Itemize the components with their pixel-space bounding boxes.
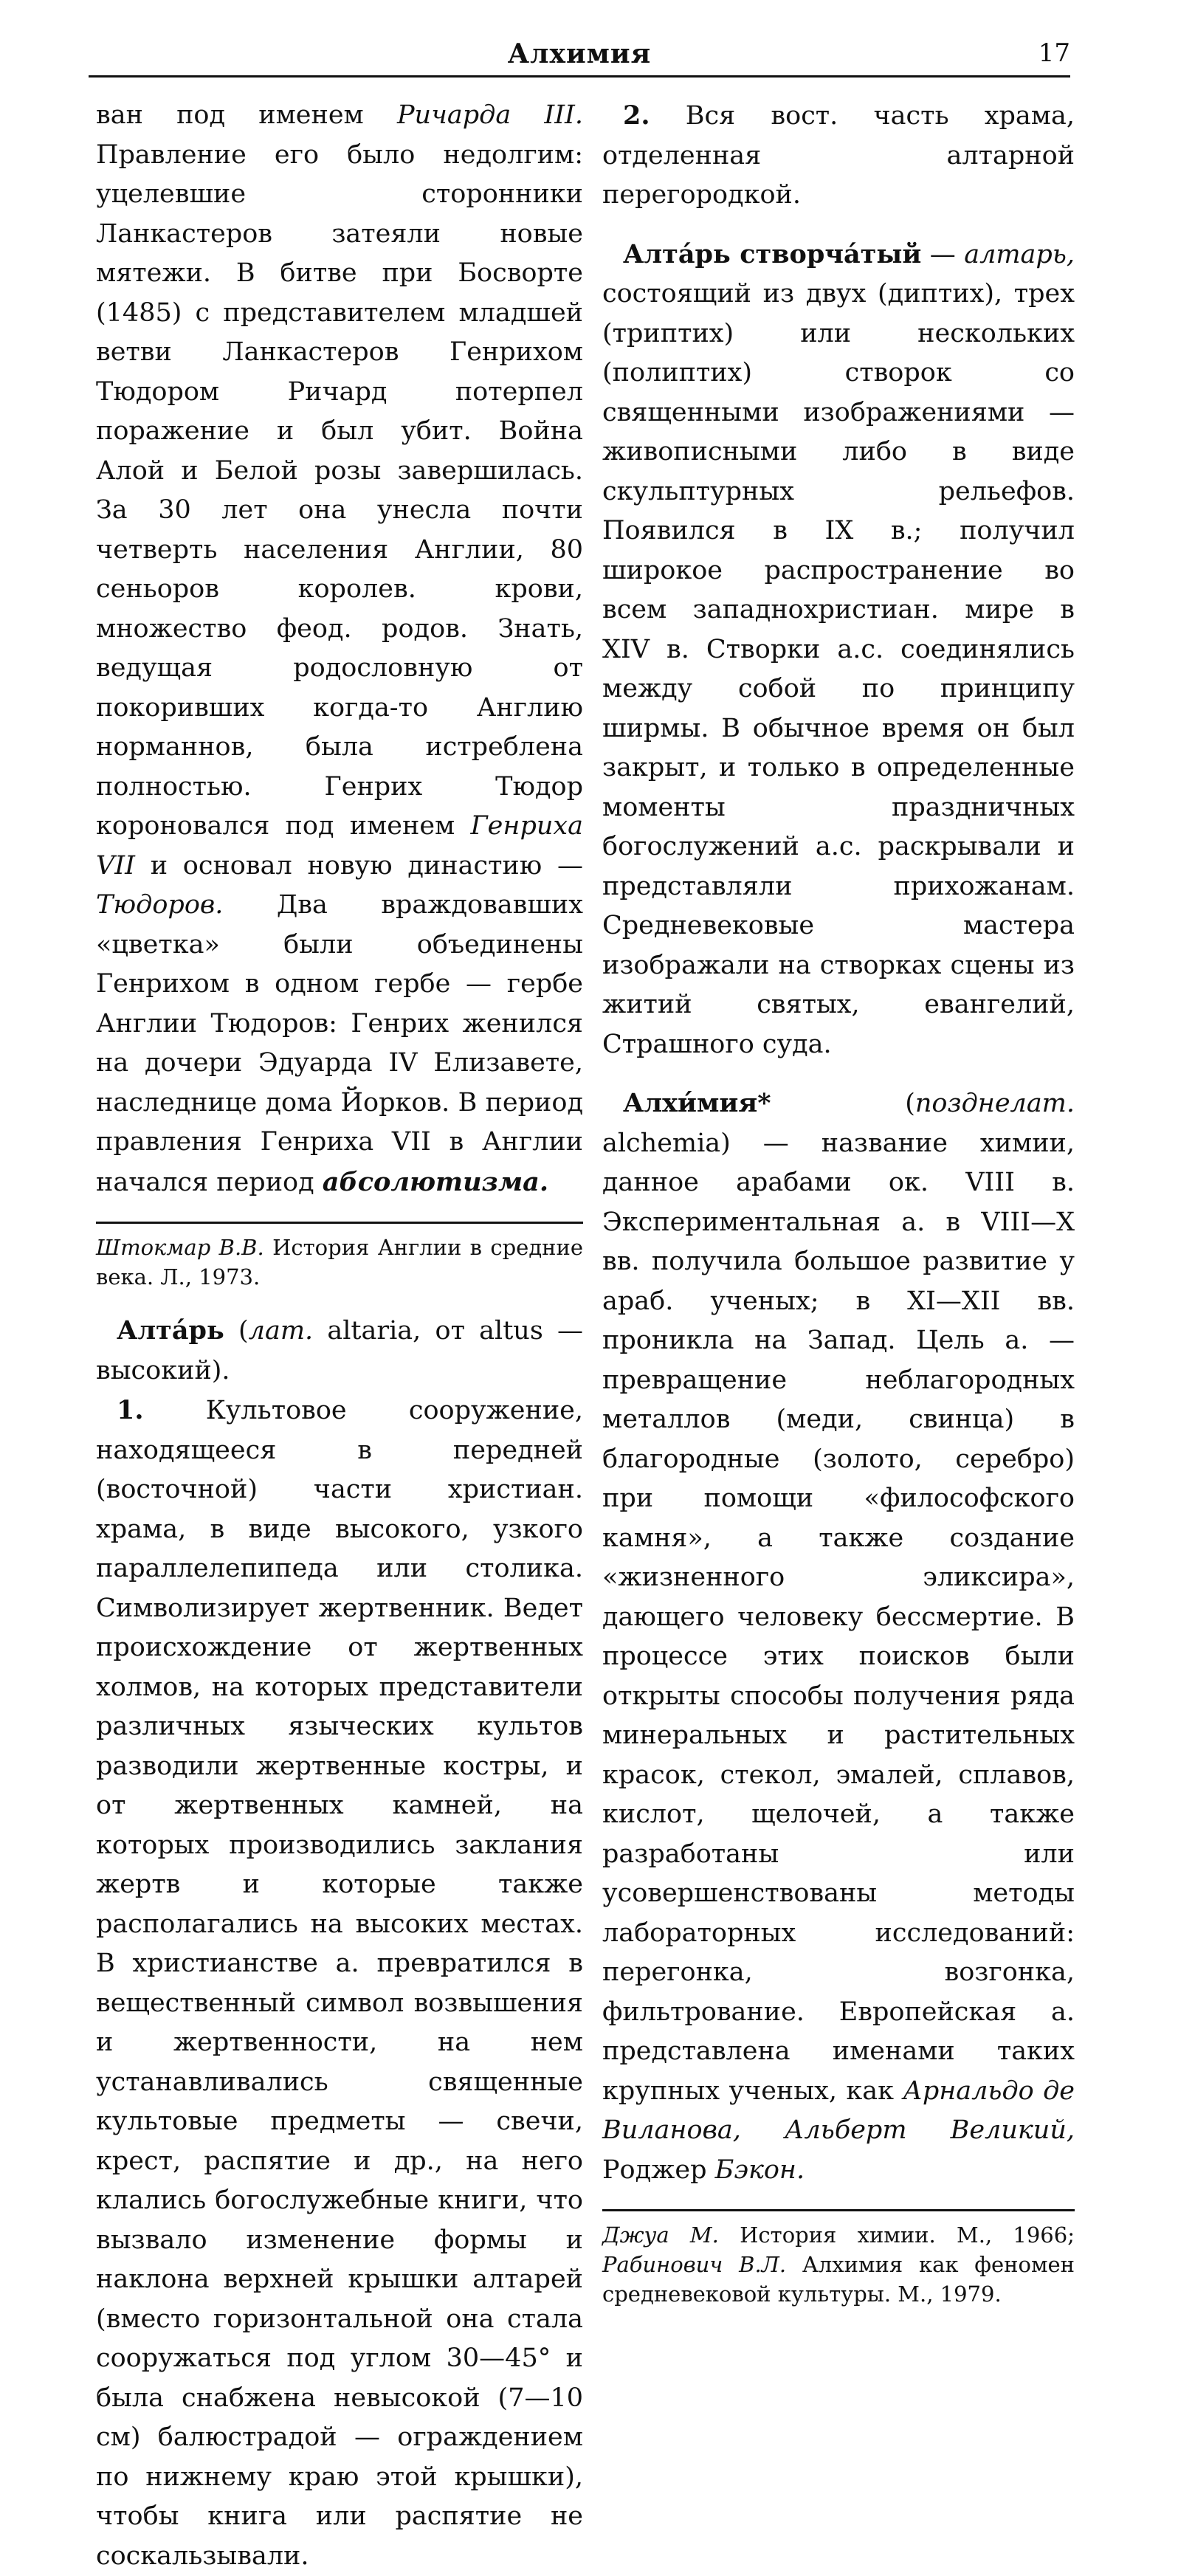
entry-altar-heading: Алтáрь (лат. altaria, от altus — высокий). xyxy=(96,1315,584,1385)
reference-divider xyxy=(96,1222,583,1224)
reference-alchemy: Джуа М. История химии. М., 1966; Рабинович В.Л. Алхимия как феномен средневековой культуры. М., 1979. xyxy=(602,2222,1075,2307)
left-column xyxy=(96,96,583,2576)
entry-folding-altar: Алтáрь створчáтый — алтарь, состоящий из двух (диптих), трех (триптих) или нескольких (полиптих) створок со священными изображениями — живописными либо в виде скульптурных рельефов. Появился в IX в.; получил широкое распространение во всем западнохристиан. мире в XIV в. Створки а.с. соединялись между собой по принципу ширмы. В обычное время он был закрыт, и только в определенные моменты праздничных богослужений а.с. раскрывали и представляли прихожанам. Средневековые мастера изображали на створках сцены из житий святых, евангелий, Страшного суда. xyxy=(602,238,1075,1059)
war-of-roses-paragraph: ван под именем Ричарда III. Правление его было недолгим: уцелевшие сторонники Ланкастеров затеяли новые мятежи. В битве при Босворте (1485) с представителем младшей ветви Ланкастеров Генрихом Тюдором Ричард потерпел поражение и был убит. Война Алой и Белой розы завершилась. За 30 лет она унесла почти четверть населения Англии, 80 сеньоров королев. крови, множество феод. родов. Знать, ведущая родословную от покоривших когда-то Англию норманнов, была истреблена полностью. Генрих Тюдор короновался под именем Генриха VII и основал новую династию — Тюдоров. Два враждовавших «цветка» были объединены Генрихом в одном гербе — гербе Англии Тюдоров: Генрих женился на дочери Эдуарда IV Елизавете, наследнице дома Йорков. В период правления Генриха VII в Англии начался период абсолютизма. xyxy=(96,100,583,1197)
right-column xyxy=(602,96,1075,2309)
entry-altar-sense-2: 2. Вся вост. часть храма, отделенная алтарной перегородкой. xyxy=(602,100,1075,210)
page-number: 17 xyxy=(1038,38,1070,68)
reference-shtokmar: Штокмар В.В. История Англии в средние века. Л., 1973. xyxy=(96,1235,583,1289)
page-header xyxy=(89,35,1070,78)
entry-altar-sense-1: 1. Культовое сооружение, находящееся в передней (восточной) части христиан. храма, в виде высокого, узкого параллелепипеда или столика. Символизирует жертвенник. Ведет происхождение от жертвенных холмов, на которых представители различных языческих культов разводили жертвенные костры, и от жертвенных камней, на которых производились заклания жертв и которые также располагались на высоких местах. В христианстве а. превратился в вещественный символ возвышения и жертвенности, на нем устанавливались священные культовые предметы — свечи, крест, распятие и др., на него клались богослужебные книги, что вызвало изменение формы и наклона верхней крышки алтарей (вместо горизонтальной она стала сооружаться под углом 30—45° и была снабжена невысокой (7—10 см) балюстрадой — ограждением по нижнему краю этой крышки), чтобы книга или распятие не соскальзывали. xyxy=(96,1395,583,2571)
running-head: Алхимия xyxy=(507,38,652,69)
reference-divider xyxy=(602,2209,1075,2211)
entry-alchemy: Алхи́мия* (позднелат. alchemia) — название химии, данное арабами ок. VIII в. Экспериментальная а. в VIII—X вв. получила большое развитие у араб. ученых; в XI—XII вв. проникла на Запад. Цель а. — превращение неблагородных металлов (меди, свинца) в благородные (золото, серебро) при помощи «философского камня», а также создание «жизненного эликсира», дающего человеку бессмертие. В процессе этих поисков были открыты способы получения ряда минеральных и растительных красок, стекол, эмалей, сплавов, кислот, щелочей, а также разработаны или усовершенствованы методы лабораторных исследований: перегонка, возгонка, фильтрование. Европейская а. представлена именами таких крупных ученых, как Арнальдо де Виланова, Альберт Великий, Роджер Бэкон. xyxy=(602,1088,1075,2185)
